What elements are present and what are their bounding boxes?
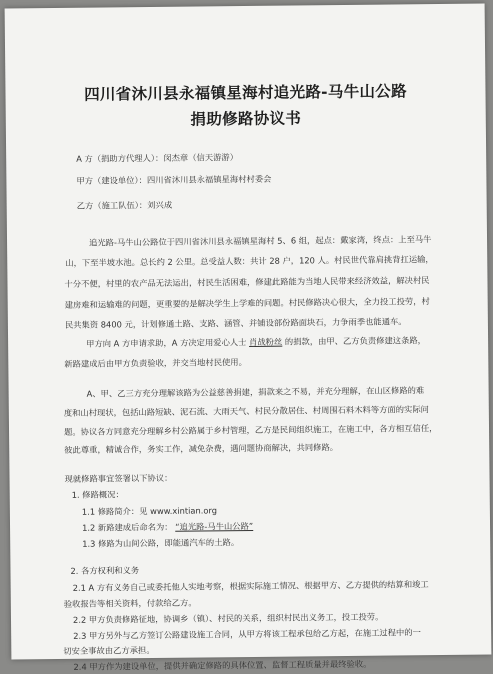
intro-line-6: [86, 334, 426, 350]
donor-name: 肖战粉丝: [249, 336, 283, 347]
intro-line-7: 新路建成后由甲方负责验收，并交当地村民使用。: [64, 357, 247, 369]
item-1-1: 1.1 修路简介：见 www.xintian.org: [81, 505, 218, 517]
item-1-3: 1.3 修路为山间公路，即能通汽车的土路。: [82, 537, 240, 549]
item-1-2: [82, 520, 253, 534]
item-2-3-line-2: 切安全事故由乙方承担。: [63, 644, 155, 656]
principles-line-3: 题。协议各方同意充分理解乡村公路属于乡村管理，乙方是民间组织施工，在施工中，各方相互信任，: [63, 423, 438, 437]
principles-line-4: 彼此尊重，精诚合作，务实工作，减免杂费，遇问题协商解决，共同修路。: [64, 442, 339, 455]
section-2-heading: 2. 各方权利和义务: [70, 565, 140, 576]
item-2-2: 2.2 甲方负责修路征地，协调乡（镇）、村民的关系，组织村民出义务工，投工投劳。: [72, 611, 384, 625]
party-yi-line: 乙方（施工队伍）：刘兴成: [76, 199, 173, 211]
item-2-1-line-2: 验收报告等相关资料，付款给乙方。: [63, 597, 197, 609]
intro-line-6-start: 甲方向 A 方申请求助，A 方决定用爱心人士: [86, 337, 247, 349]
item-1-2-label: 1.2 新路建成后命名为：: [81, 521, 173, 533]
principles-line-2: 度和山村现状，包括山路短缺、泥石流、大雨天气、村民分散居住、村周围石料木料等方面的实际问: [63, 404, 429, 418]
party-jia-line: 甲方（建设单位）：四川省沐川县永福镇星海村村委会: [76, 173, 272, 186]
intro-line-5: 民共集资 8400 元，计划修通土路、支路、涵管、并铺设部份路面块石，力争雨季也能通车。: [64, 316, 407, 330]
item-2-3-line-1: 2.3 甲方另外与乙方签订公路建设施工合同，从甲方将该工程承包给乙方起，在施工过程中的一: [73, 627, 421, 641]
intro-line-4: 建房难和运输难的问题，更重要的是解决学生上学难的问题。村民修路决心很大，全力投工投劳，村: [64, 296, 430, 310]
document-title-line1: 四川省沐川县永福镇星海村追光路-马牛山公路: [84, 82, 407, 104]
intro-line-3: 十分不便，村里的农产品无法运出，村民生活困难，修建此路能为当地人民带来经济效益，解决村民: [64, 275, 430, 289]
section-1-heading: 1. 修路概况：: [71, 489, 124, 500]
item-2-4: 2.4 甲方作为建设单位，提供并确定修路的具体位置、监督工程质量并最终验收。: [73, 658, 372, 672]
party-a-line: A 方（捐助方代理人）：闵杰章（信天游游）: [76, 152, 239, 164]
document-title-line2: 捐助修路协议书: [190, 109, 302, 129]
document-page: [5, 4, 492, 672]
principles-line-1: A、甲、乙三方充分理解该路为公益慈善捐建，捐款来之不易，并充分理解，在山区修路的难: [86, 385, 425, 399]
intro-line-1: 追光路-马牛山公路位于四川省沐川县永福镇星海村 5、6 组，起点：戴家湾，终点：上至马牛: [89, 234, 432, 248]
intro-line-6-end: 的捐款，由甲、乙方负责修建这条路，: [284, 335, 427, 347]
agreement-intro: 现就修路事宜签署以下协议：: [64, 472, 173, 484]
intro-line-2: 山，下至半坡水池。总长约 2 公里。总受益人数：共计 28 户，120 人。村民世代靠肩挑背扛运输，: [65, 254, 434, 268]
road-name: “追光路-马牛山公路”: [175, 520, 254, 532]
item-2-1-line-1: 2.1 A 方有义务自己或委托他人实地考察，根据实际施工情况、根据甲方、乙方提供的结算和竣工: [72, 579, 429, 593]
